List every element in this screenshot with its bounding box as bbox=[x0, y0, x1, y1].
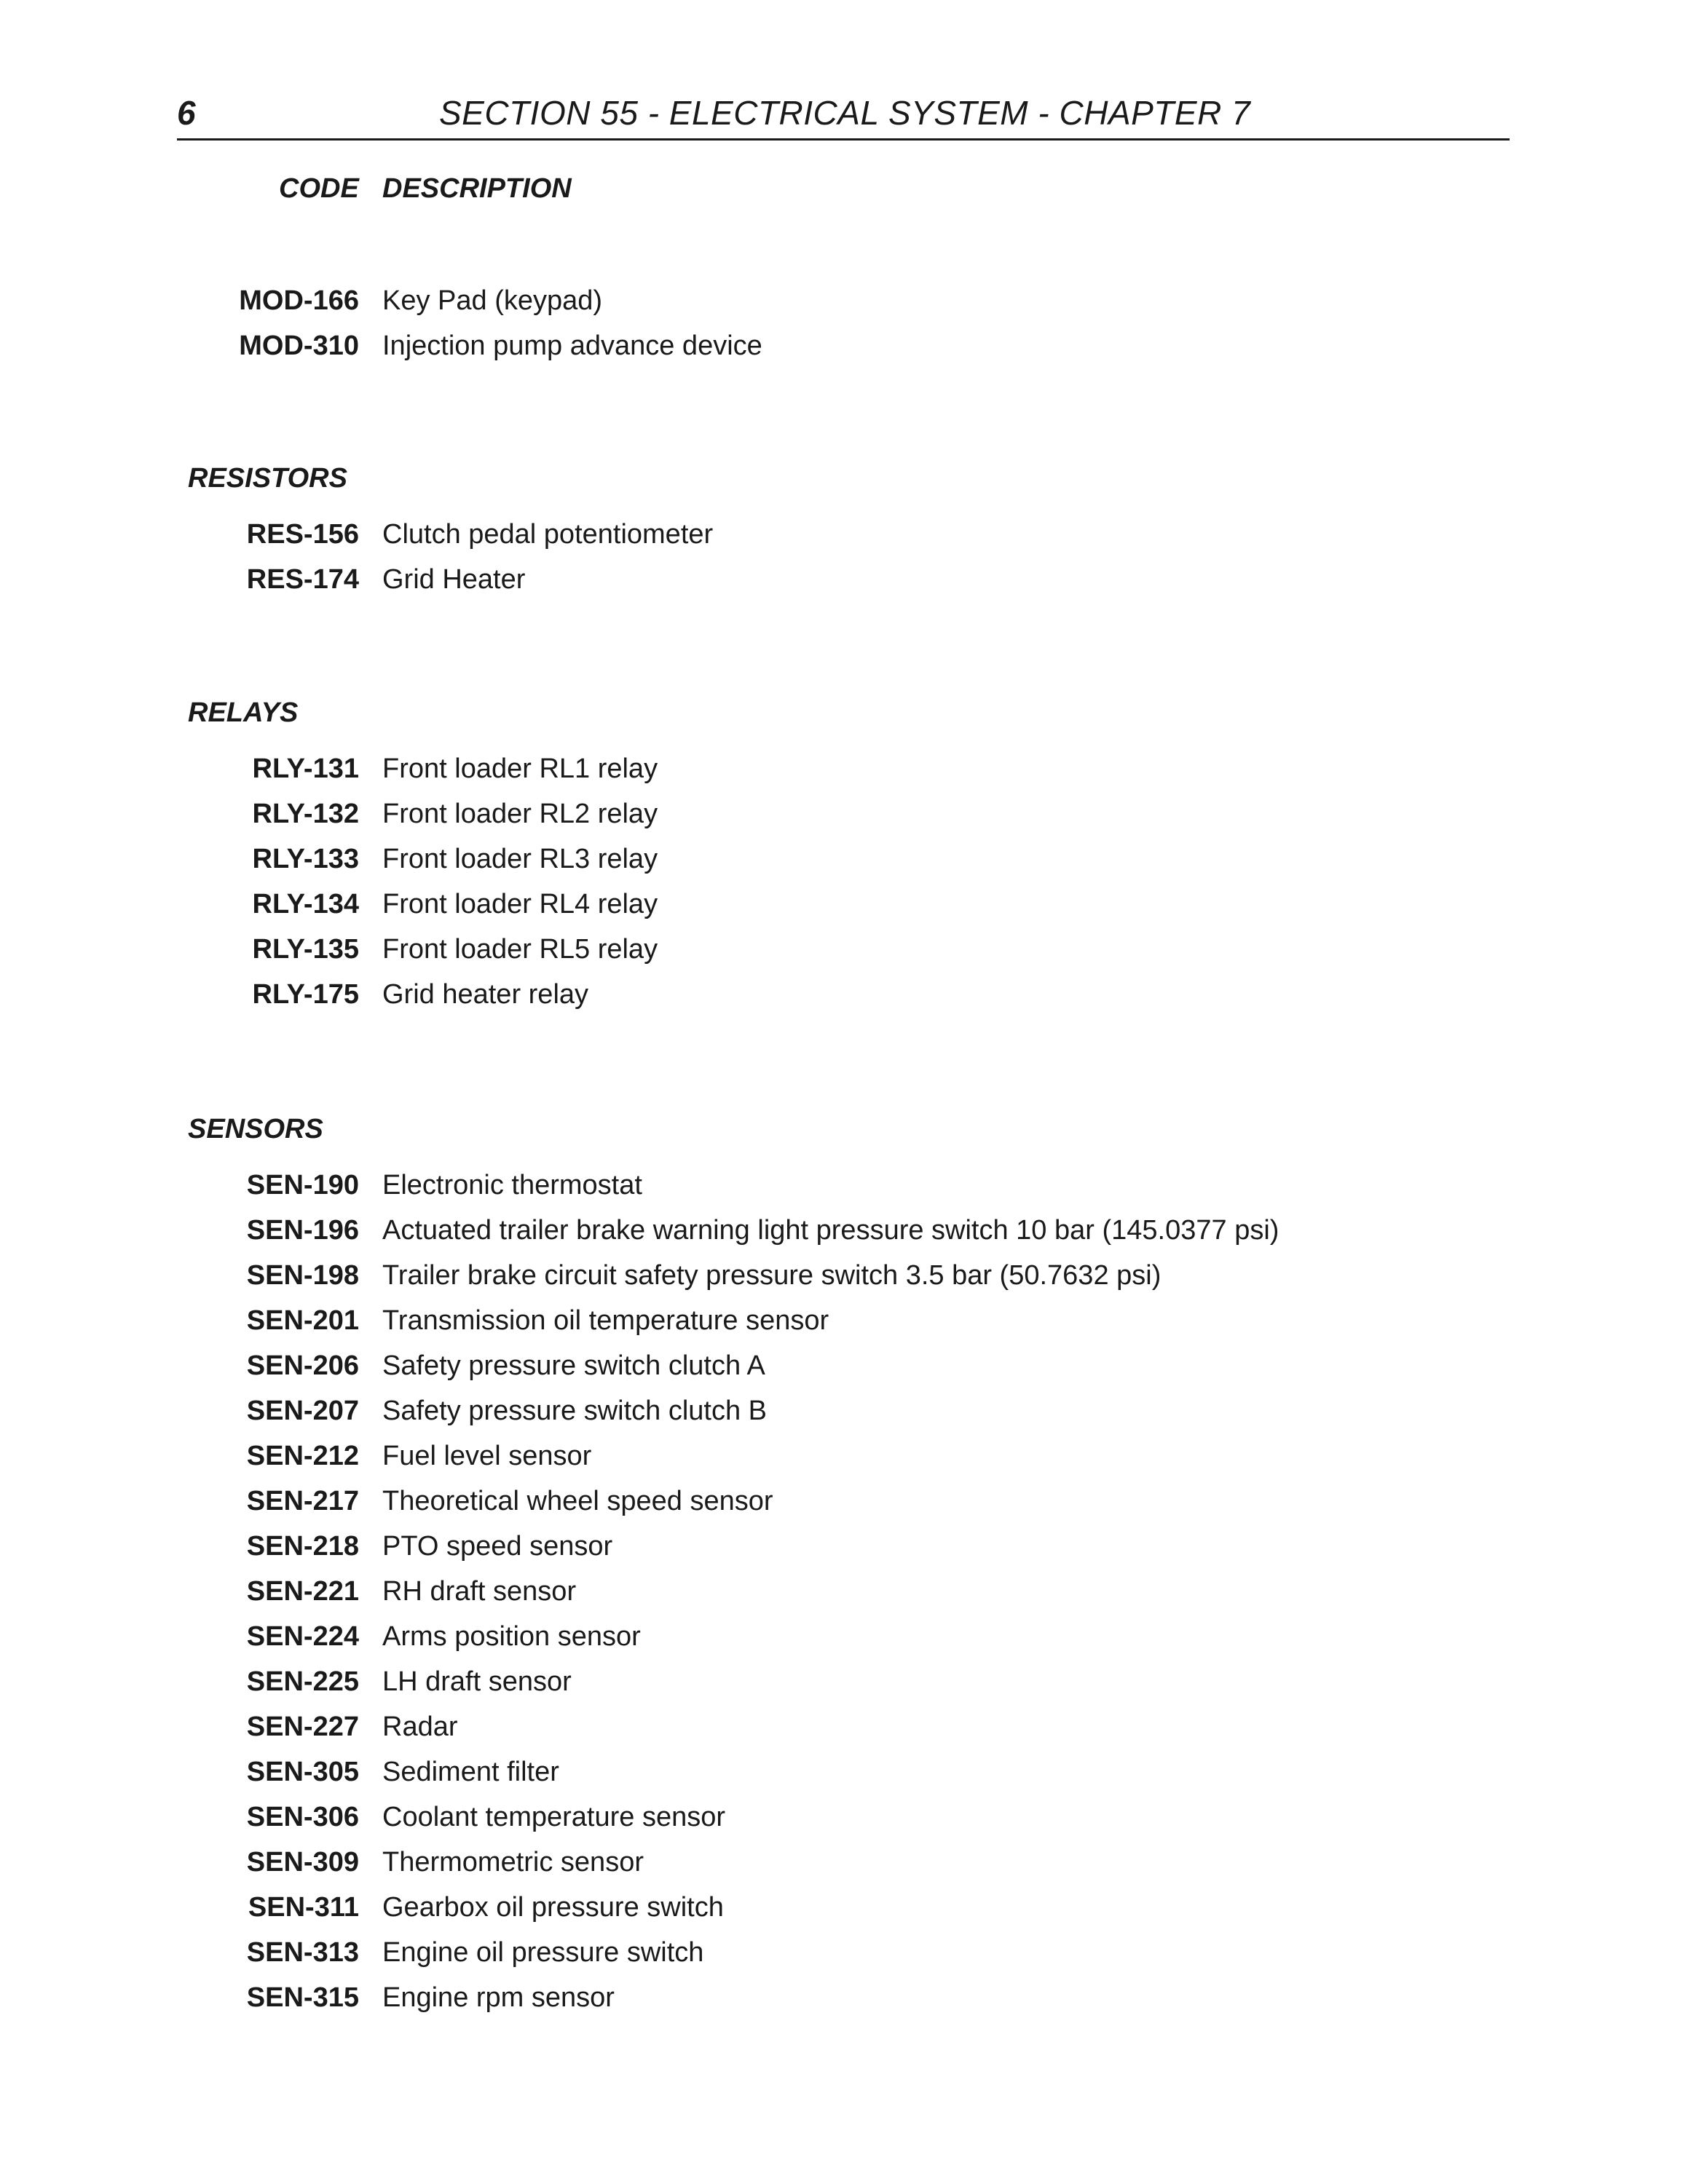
component-description: Thermometric sensor bbox=[382, 1847, 644, 1878]
component-description: Radar bbox=[382, 1712, 458, 1742]
component-description: Injection pump advance device bbox=[382, 331, 762, 361]
code-row bbox=[0, 1396, 1688, 1441]
code-row bbox=[0, 1441, 1688, 1486]
component-description: Arms position sensor bbox=[382, 1621, 641, 1652]
code-row bbox=[0, 1621, 1688, 1666]
component-code: SEN-227 bbox=[246, 1712, 359, 1742]
component-description: Key Pad (keypad) bbox=[382, 285, 603, 316]
component-code: SEN-315 bbox=[246, 1982, 359, 2013]
component-code: SEN-225 bbox=[246, 1666, 359, 1697]
component-code: RLY-135 bbox=[252, 934, 359, 965]
code-row bbox=[0, 1576, 1688, 1621]
code-row bbox=[0, 1350, 1688, 1396]
component-code: SEN-198 bbox=[246, 1260, 359, 1291]
component-description: Engine rpm sensor bbox=[382, 1982, 615, 2013]
code-row bbox=[0, 1892, 1688, 1937]
component-code: RES-156 bbox=[246, 519, 359, 550]
component-description: Grid heater relay bbox=[382, 979, 589, 1010]
component-code: SEN-305 bbox=[246, 1757, 359, 1787]
running-title: SECTION 55 - ELECTRICAL SYSTEM - CHAPTER 7 bbox=[439, 94, 1251, 132]
component-description: RH draft sensor bbox=[382, 1576, 577, 1607]
component-description: Transmission oil temperature sensor bbox=[382, 1305, 829, 1336]
component-code: SEN-218 bbox=[246, 1531, 359, 1562]
code-row bbox=[0, 1937, 1688, 1982]
component-code: MOD-310 bbox=[239, 331, 359, 361]
page-number: 6 bbox=[177, 94, 196, 132]
component-code: SEN-206 bbox=[246, 1350, 359, 1381]
header-rule bbox=[177, 138, 1510, 141]
component-description: LH draft sensor bbox=[382, 1666, 572, 1697]
code-row bbox=[0, 799, 1688, 844]
component-code: SEN-207 bbox=[246, 1396, 359, 1426]
component-code: RLY-132 bbox=[252, 799, 359, 829]
code-row bbox=[0, 934, 1688, 979]
code-row bbox=[0, 889, 1688, 934]
code-list bbox=[0, 519, 1688, 609]
code-row bbox=[0, 1982, 1688, 2027]
code-row bbox=[0, 1486, 1688, 1531]
component-description: Electronic thermostat bbox=[382, 1170, 642, 1200]
section-title: SENSORS bbox=[188, 1114, 323, 1144]
code-row bbox=[0, 564, 1688, 609]
code-row bbox=[0, 844, 1688, 889]
component-description: Engine oil pressure switch bbox=[382, 1937, 704, 1968]
code-row bbox=[0, 1847, 1688, 1892]
component-code: SEN-309 bbox=[246, 1847, 359, 1878]
code-row bbox=[0, 1170, 1688, 1215]
component-description: Front loader RL4 relay bbox=[382, 889, 658, 919]
component-description: Fuel level sensor bbox=[382, 1441, 592, 1471]
code-row bbox=[0, 1305, 1688, 1350]
code-row bbox=[0, 519, 1688, 564]
component-description: Front loader RL1 relay bbox=[382, 753, 658, 784]
component-code: RLY-133 bbox=[252, 844, 359, 874]
code-row bbox=[0, 1260, 1688, 1305]
component-code: SEN-201 bbox=[246, 1305, 359, 1336]
code-list bbox=[0, 753, 1688, 1024]
component-code: SEN-217 bbox=[246, 1486, 359, 1516]
code-row bbox=[0, 331, 1688, 376]
code-row bbox=[0, 1712, 1688, 1757]
component-code: RLY-134 bbox=[252, 889, 359, 919]
component-description: PTO speed sensor bbox=[382, 1531, 613, 1562]
component-description: Front loader RL5 relay bbox=[382, 934, 658, 965]
component-description: Coolant temperature sensor bbox=[382, 1802, 726, 1832]
component-code: SEN-224 bbox=[246, 1621, 359, 1652]
component-description: Theoretical wheel speed sensor bbox=[382, 1486, 773, 1516]
component-code: RES-174 bbox=[246, 564, 359, 595]
code-row bbox=[0, 1215, 1688, 1260]
component-description: Trailer brake circuit safety pressure switch 3.5 bar (50.7632 psi) bbox=[382, 1260, 1162, 1291]
component-description: Clutch pedal potentiometer bbox=[382, 519, 714, 550]
component-description: Safety pressure switch clutch A bbox=[382, 1350, 765, 1381]
component-code: SEN-221 bbox=[246, 1576, 359, 1607]
code-row bbox=[0, 1802, 1688, 1847]
code-row bbox=[0, 1666, 1688, 1712]
section-title: RESISTORS bbox=[188, 463, 347, 494]
component-code: RLY-175 bbox=[252, 979, 359, 1010]
code-list bbox=[0, 285, 1688, 376]
component-description: Sediment filter bbox=[382, 1757, 559, 1787]
component-description: Gearbox oil pressure switch bbox=[382, 1892, 724, 1923]
component-code: SEN-306 bbox=[246, 1802, 359, 1832]
component-description: Front loader RL3 relay bbox=[382, 844, 658, 874]
code-row bbox=[0, 285, 1688, 331]
component-code: SEN-190 bbox=[246, 1170, 359, 1200]
component-code: MOD-166 bbox=[239, 285, 359, 316]
description-column-heading: DESCRIPTION bbox=[382, 173, 572, 204]
component-code: SEN-313 bbox=[246, 1937, 359, 1968]
section-title: RELAYS bbox=[188, 697, 299, 728]
code-row bbox=[0, 979, 1688, 1024]
component-code: RLY-131 bbox=[252, 753, 359, 784]
component-description: Actuated trailer brake warning light pressure switch 10 bar (145.0377 psi) bbox=[382, 1215, 1279, 1246]
component-code: SEN-311 bbox=[248, 1892, 359, 1923]
code-row bbox=[0, 753, 1688, 799]
component-description: Grid Heater bbox=[382, 564, 526, 595]
component-code: SEN-212 bbox=[246, 1441, 359, 1471]
component-code: SEN-196 bbox=[246, 1215, 359, 1246]
component-description: Front loader RL2 relay bbox=[382, 799, 658, 829]
code-row bbox=[0, 1757, 1688, 1802]
code-row bbox=[0, 1531, 1688, 1576]
code-list bbox=[0, 1170, 1688, 2027]
code-column-heading: CODE bbox=[279, 173, 359, 204]
component-description: Safety pressure switch clutch B bbox=[382, 1396, 767, 1426]
